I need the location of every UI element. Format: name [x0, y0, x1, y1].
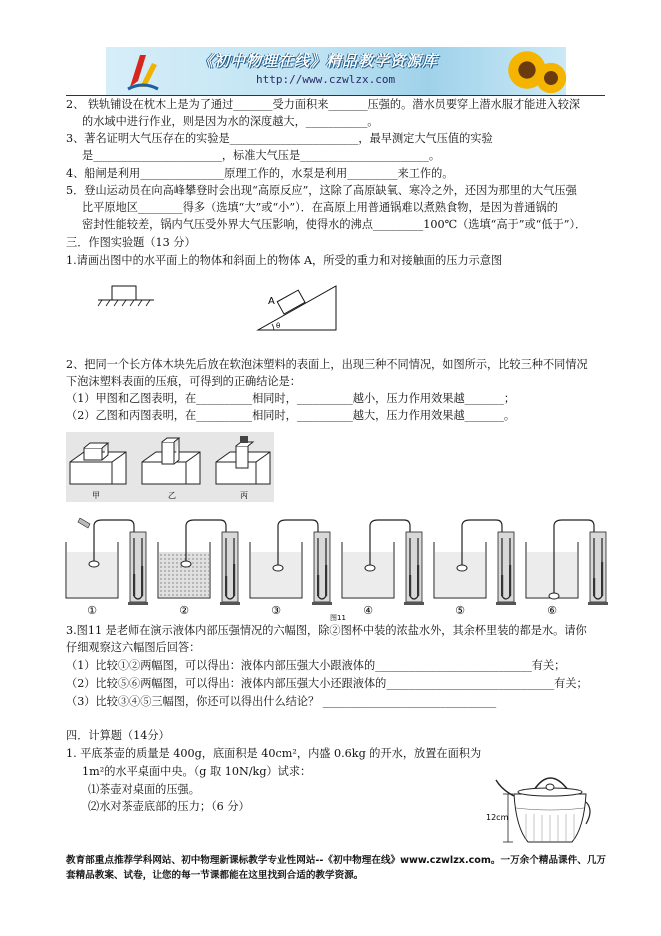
drawing-question-3-line-2: 仔细观察这六幅图后回答：	[66, 641, 201, 654]
manometer-base	[312, 602, 332, 605]
probe-head	[89, 561, 99, 567]
drawing-question-3-answer-3: （3）比较③④⑤三幅图，你还可以得出什么结论？ _______________________________	[66, 695, 497, 708]
drawing-question-2-line-1: 2、把同一个长方体木块先后放在软泡沫塑料的表面上，出现三种不同情况，如图所示，比较三种不同情况	[66, 358, 588, 371]
liquid	[159, 552, 209, 597]
manometer-liquid-left	[409, 575, 411, 596]
probe-head	[457, 565, 467, 571]
probe-head	[549, 593, 559, 599]
beaker-label: ⑥	[547, 604, 557, 617]
banner-url[interactable]: http://www.czwlzx.com	[256, 73, 396, 86]
calc-question-1-line-1: 1. 平底茶壶的质量是 400g，底面积是 40cm²，内盛 0.6kg 的开水，放置在面积为	[66, 747, 482, 760]
foam-impressions-figure	[66, 432, 274, 502]
question-5-line-2: 比平原地区________得多（选填“大”或“小”）．在高原上用普通锅难以煮熟食物，是因为普通锅的	[82, 201, 558, 214]
manometer-board	[314, 532, 330, 602]
drawing-question-3-line-1: 3.图11 是老师在演示液体内部压强情况的六幅图，除②图杯中装的浓盐水外，其余杯里装的都是水。请你	[66, 624, 587, 637]
manometer-liquid-right	[233, 564, 235, 596]
manometer-liquid-right	[509, 565, 511, 596]
beaker-label: ②	[179, 604, 189, 617]
question-2-line-2: 的水域中进行作业，则是因为水的深度越大，___________。	[82, 115, 379, 128]
liquid	[251, 552, 301, 597]
question-3-line-2: 是_______________________，标准大气压是_______________________。	[82, 149, 441, 162]
liquid	[67, 552, 117, 597]
sunflower-icon	[534, 61, 568, 95]
manometer-liquid-right	[141, 566, 143, 596]
liquid	[343, 552, 393, 597]
probe-head	[181, 561, 191, 567]
manometer-base	[496, 602, 516, 605]
calc-question-1-part-2: ⑵水对茶壶底部的压力；（6 分）	[88, 800, 250, 813]
header-divider	[66, 95, 605, 96]
footer-line-2: 套精品教案、试卷，让您的每一节课都能在这里找到合适的教学资源。	[66, 870, 364, 881]
beaker-label: ⑤	[455, 604, 465, 617]
probe-head	[273, 565, 283, 571]
drawing-question-2-answer-2: （2）乙图和丙图表明，在__________相同时，__________越大，压力作用效果越_______。	[66, 409, 516, 422]
foam-label-jia: 甲	[92, 491, 100, 500]
drawing-question-2-line-2: 下泡沫塑料表面的压痕，可得到的正确结论是：	[66, 375, 301, 388]
banner-title: 《初中物理在线》精品教学资源库	[198, 52, 439, 70]
figure-11-caption: 图11	[330, 614, 346, 622]
liquid-pressure-figure	[60, 518, 615, 622]
manometer-board	[590, 532, 606, 602]
probe-head	[365, 565, 375, 571]
beaker-label: ①	[87, 604, 97, 617]
foam-label-bing: 丙	[240, 491, 248, 500]
drawing-question-3-answer-1: （1）比较①②两幅图，可以得出：液体内部压强大小跟液体的____________________________有关；	[66, 659, 566, 672]
manometer-liquid-left	[317, 575, 319, 596]
manometer-board	[498, 532, 514, 602]
manometer-liquid-right	[325, 565, 327, 596]
incline-angle-label: θ	[276, 322, 281, 330]
foam-label-yi: 乙	[168, 491, 176, 500]
manometer-base	[404, 602, 424, 605]
manometer-liquid-right	[417, 565, 419, 596]
question-4: 4、船闸是利用_______________原理工作的，水泵是利用_________来工作的。	[66, 167, 454, 180]
manometer-base	[128, 602, 148, 605]
question-3-line-1: 3、著名证明大气压存在的实验是_______________________，最早测定大气压值的实验	[66, 132, 493, 145]
section-3-heading: 三．作图实验题（13 分）	[66, 236, 196, 249]
incline-block-label: A	[268, 296, 275, 307]
manometer-liquid-left	[501, 575, 503, 596]
manometer-liquid-right	[601, 562, 603, 596]
teapot-figure	[486, 768, 592, 848]
drawing-question-3-answer-2: （2）比较⑤⑥两幅图，可以得出：液体内部压强大小还跟液体的______________________________有关；	[66, 677, 588, 690]
teapot-height-label: 12cm	[486, 813, 509, 822]
beaker-label: ③	[271, 604, 281, 617]
manometer-liquid-left	[133, 574, 135, 596]
drawing-question-2-answer-1: （1）甲图和乙图表明，在__________相同时，__________越小，压力作用效果越_______；	[66, 392, 516, 405]
incline-figure	[256, 280, 338, 332]
drawing-question-1: 1.请画出图中的水平面上的物体和斜面上的物体 A，所受的重力和对接触面的压力示意图	[66, 254, 503, 267]
question-5-line-1: 5．登山运动员在向高峰攀登时会出现“高原反应”，这除了高原缺氧、寒冷之外，还因为那里的大气压强	[66, 184, 577, 197]
manometer-board	[222, 532, 238, 602]
manometer-liquid-left	[225, 576, 227, 596]
hand-icon	[78, 518, 90, 528]
footer-line-1: 教育部重点推荐学科网站、初中物理新课标教学专业性网站--《初中物理在线》www.czwlzx.com。一万余个精品课件、几万	[66, 855, 607, 866]
manometer-board	[130, 532, 146, 602]
manometer-board	[406, 532, 422, 602]
section-4-heading: 四．计算题（14分）	[66, 729, 170, 742]
calc-question-1-line-2: 1m²的水平桌面中央。（g 取 10N/kg）试求：	[82, 765, 312, 778]
liquid	[527, 552, 577, 597]
manometer-base	[588, 602, 608, 605]
site-logo	[126, 51, 160, 91]
header-banner	[106, 47, 566, 96]
liquid	[435, 552, 485, 597]
question-5-line-3: 密封性能较差，锅内气压受外界大气压影响，使得水的沸点_________100℃（选填“高于”或“低于”）．	[82, 218, 587, 231]
block-on-surface-figure	[96, 284, 156, 308]
calc-question-1-part-1: ⑴茶壶对桌面的压强。	[88, 783, 200, 796]
manometer-base	[220, 602, 240, 605]
manometer-liquid-left	[593, 578, 595, 596]
question-2-line-1: 2、 铁轨铺设在枕木上是为了通过_______受力面积来_______压强的。潜水员要穿上潜水服才能进入较深	[66, 98, 581, 111]
beaker-label: ④	[363, 604, 373, 617]
